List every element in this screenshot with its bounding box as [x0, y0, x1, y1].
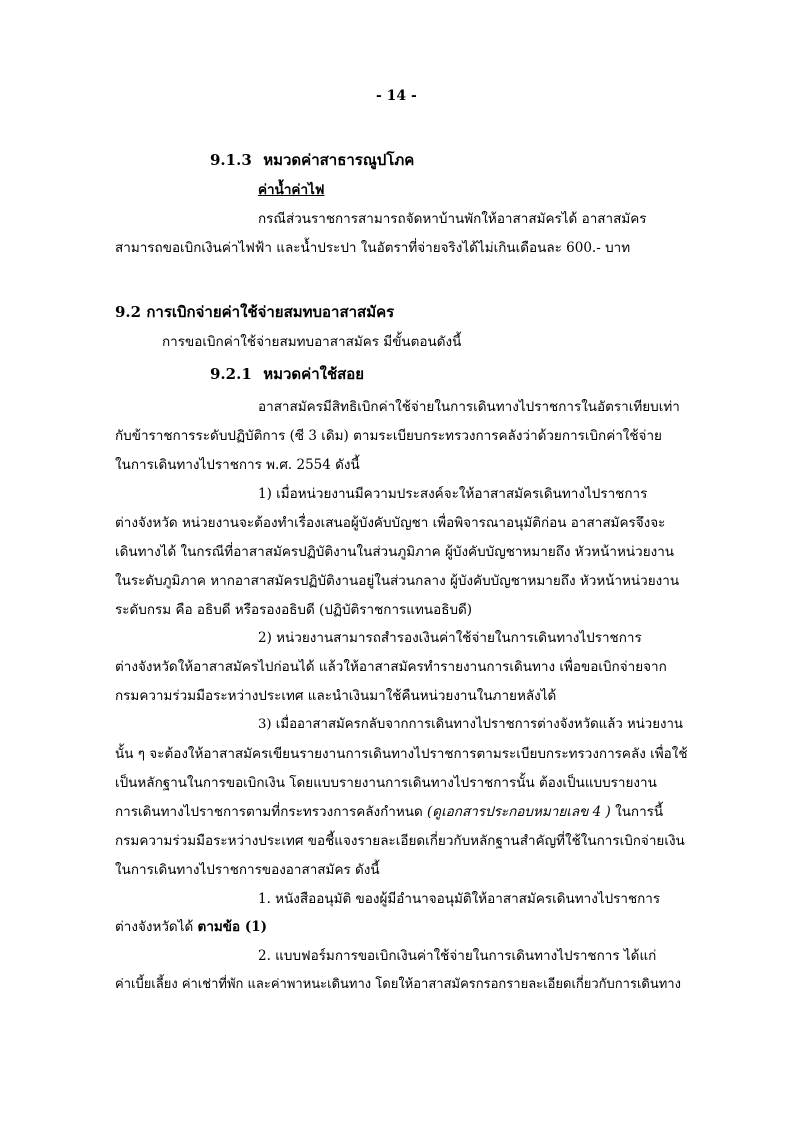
section-9-2-heading: 9.2 การเบิกจ่ายค่าใช้จ่ายสมทบอาสาสมัคร: [115, 303, 395, 321]
list-item-3-line: [115, 802, 663, 822]
document-item-1-line: [115, 917, 267, 937]
attachment-reference: (ดูเอกสารประกอบหมายเลข 4 ): [427, 804, 611, 820]
list-item-1-line: ต่างจังหวัด หน่วยงานจะต้องทำเรื่องเสนอผู้บังคับบัญชา เพื่อพิจารณาอนุมัติก่อน อาสาสมัครจึงจะ: [115, 515, 666, 531]
list-item-2-line: 2) หน่วยงานสามารถสำรองเงินค่าใช้จ่ายในการเดินทางไปราชการ: [258, 630, 642, 646]
paragraph-line: การขอเบิกค่าใช้จ่ายสมทบอาสาสมัคร มีขั้นตอนดังนี้: [162, 334, 462, 350]
list-item-3-line: นั้น ๆ จะต้องให้อาสาสมัครเขียนรายงานการเดินทางไปราชการตามระเบียบกระทรวงการคลัง เพื่อใช้: [115, 746, 688, 762]
list-item-1-line: เดินทางได้ ในกรณีที่อาสาสมัครปฏิบัติงานในส่วนภูมิภาค ผู้บังคับบัญชาหมายถึง หัวหน้าหน่วยงาน: [115, 544, 675, 560]
paragraph-line: กับข้าราชการระดับปฏิบัติการ (ซี 3 เดิม) ตามระเบียบกระทรวงการคลังว่าด้วยการเบิกค่าใช้จ่าย: [115, 428, 662, 444]
text-run: ในการนี้: [610, 804, 664, 820]
list-item-2-line: กรมความร่วมมือระหว่างประเทศ และนำเงินมาใช้คืนหน่วยงานในภายหลังได้: [115, 688, 557, 704]
section-number: 9.1.3: [210, 151, 252, 169]
list-item-1-line: ระดับกรม คือ อธิบดี หรือรองอธิบดี (ปฏิบัติราชการแทนอธิบดี): [115, 602, 473, 618]
list-item-1-line: 1) เมื่อหน่วยงานมีความประสงค์จะให้อาสาสมัครเดินทางไปราชการ: [258, 486, 648, 502]
paragraph-line: กรณีส่วนราชการสามารถจัดหาบ้านพักให้อาสาสมัครได้ อาสาสมัคร: [258, 211, 647, 227]
text-run: การเดินทางไปราชการตามที่กระทรวงการคลังกำหนด: [115, 804, 428, 820]
list-item-2-line: ต่างจังหวัดให้อาสาสมัครไปก่อนได้ แล้วให้อาสาสมัครทำรายงานการเดินทาง เพื่อขอเบิกจ่ายจาก: [115, 659, 667, 675]
list-item-3-line: กรมความร่วมมือระหว่างประเทศ ขอชี้แจงรายละเอียดเกี่ยวกับหลักฐานสำคัญที่ใช้ในการเบิกจ่ายเงิน: [115, 833, 685, 849]
paragraph-line: ในการเดินทางไปราชการ พ.ศ. 2554 ดังนี้: [115, 457, 360, 473]
list-item-1-line: ในระดับภูมิภาค หากอาสาสมัครปฏิบัติงานอยู่ในส่วนกลาง ผู้บังคับบัญชาหมายถึง หัวหน้าหน่วยงาน: [115, 573, 680, 589]
document-item-1-line: 1. หนังสืออนุมัติ ของผู้มีอำนาจอนุมัติให้อาสาสมัครเดินทางไปราชการ: [258, 891, 661, 907]
text-run: ต่างจังหวัดได้: [115, 919, 198, 935]
paragraph-line: อาสาสมัครมีสิทธิเบิกค่าใช้จ่ายในการเดินทางไปราชการในอัตราเทียบเท่า: [258, 399, 680, 415]
list-item-3-line: 3) เมื่ออาสาสมัครกลับจากการเดินทางไปราชการต่างจังหวัดแล้ว หน่วยงาน: [258, 717, 683, 732]
section-number: 9.2.1: [210, 365, 252, 383]
section-9-2-1-heading: [210, 364, 364, 384]
reference-bold: ตามข้อ (1): [197, 919, 267, 935]
paragraph-line: สามารถขอเบิกเงินค่าไฟฟ้า และน้ำประปา ในอัตราที่จ่ายจริงได้ไม่เกินเดือนละ 600.- บาท: [115, 240, 631, 256]
section-9-1-3-heading: [210, 150, 414, 170]
document-item-2-line: 2. แบบฟอร์มการขอเบิกเงินค่าใช้จ่ายในการเดินทางไปราชการ ได้แก่: [258, 948, 657, 964]
document-item-2-line: ค่าเบี้ยเลี้ยง ค่าเช่าที่พัก และค่าพาหนะเดินทาง โดยให้อาสาสมัครกรอกรายละเอียดเกี่ยวกับการเดินทาง: [115, 977, 681, 992]
list-item-3-line: เป็นหลักฐานในการขอเบิกเงิน โดยแบบรายงานการเดินทางไปราชการนั้น ต้องเป็นแบบรายงาน: [115, 775, 657, 791]
page-number: - 14 -: [376, 88, 417, 104]
section-title: หมวดค่าสาธารณูปโภค: [263, 151, 415, 169]
section-title: หมวดค่าใช้สอย: [263, 365, 365, 383]
list-item-3-line: ในการเดินทางไปราชการของอาสาสมัคร ดังนี้: [115, 862, 380, 878]
subheading-water-electricity: ค่าน้ำค่าไฟ: [258, 182, 325, 198]
